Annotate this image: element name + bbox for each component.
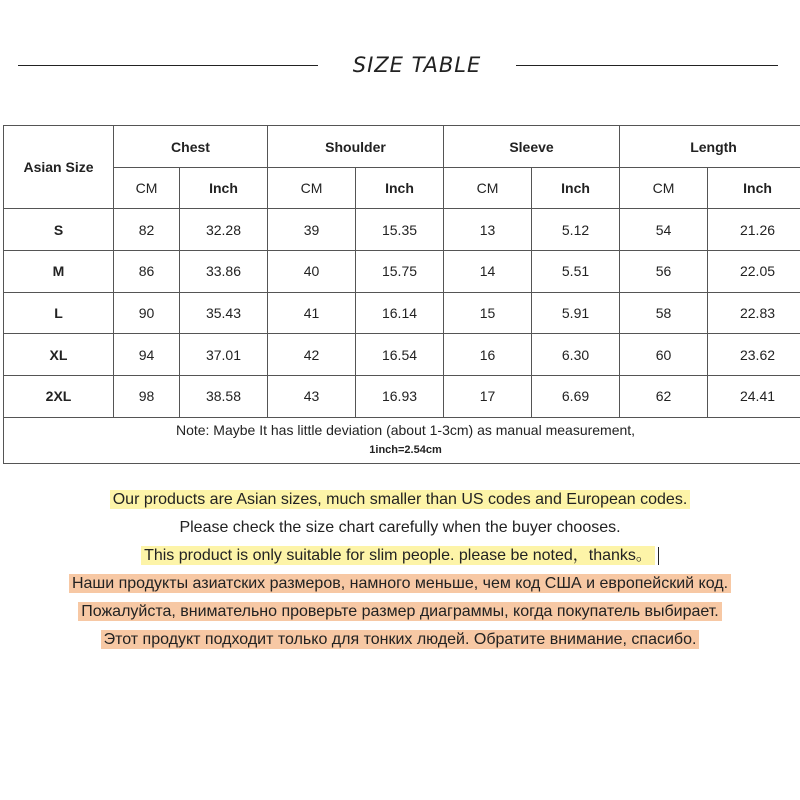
table-unit-row — [4, 168, 800, 209]
title-divider-left — [18, 65, 318, 66]
inch-value: 6.69 — [532, 375, 620, 417]
table-header-row — [4, 126, 800, 168]
cm-value: 86 — [114, 250, 180, 292]
cm-value: 40 — [268, 250, 356, 292]
text-cursor — [658, 547, 659, 565]
size-label: S — [4, 209, 114, 251]
inch-value: 15.35 — [356, 209, 444, 251]
inch-value: 16.14 — [356, 292, 444, 334]
size-table — [3, 125, 800, 464]
unit-inch-header: Inch — [180, 168, 268, 209]
cm-value: 56 — [620, 250, 708, 292]
length-header: Length — [620, 126, 800, 168]
notice-en-2 — [0, 514, 800, 542]
size-label: XL — [4, 334, 114, 376]
inch-value: 6.30 — [532, 334, 620, 376]
inch-value: 21.26 — [708, 209, 800, 251]
table-row — [4, 375, 800, 417]
unit-inch-header: Inch — [356, 168, 444, 209]
shoulder-header: Shoulder — [268, 126, 444, 168]
inch-value: 35.43 — [180, 292, 268, 334]
notice-text: Our products are Asian sizes, much smaller than US codes and European codes. — [110, 490, 691, 509]
unit-inch-header: Inch — [532, 168, 620, 209]
notice-ru-1 — [0, 570, 800, 598]
inch-value: 22.05 — [708, 250, 800, 292]
inch-value: 38.58 — [180, 375, 268, 417]
cm-value: 98 — [114, 375, 180, 417]
measurement-note — [4, 417, 800, 463]
page-title: SIZE TABLE — [352, 53, 482, 77]
table-row — [4, 292, 800, 334]
cm-value: 60 — [620, 334, 708, 376]
inch-value: 16.93 — [356, 375, 444, 417]
cm-value: 16 — [444, 334, 532, 376]
inch-value: 22.83 — [708, 292, 800, 334]
inch-value: 5.12 — [532, 209, 620, 251]
cm-value: 13 — [444, 209, 532, 251]
notice-ru-2 — [0, 598, 800, 626]
cm-value: 54 — [620, 209, 708, 251]
unit-cm-header: CM — [444, 168, 532, 209]
cm-value: 17 — [444, 375, 532, 417]
notice-text: Пожалуйста, внимательно проверьте размер диаграммы, когда покупатель выбирает. — [78, 602, 722, 621]
chest-header: Chest — [114, 126, 268, 168]
cm-value: 94 — [114, 334, 180, 376]
cm-value: 42 — [268, 334, 356, 376]
cm-value: 39 — [268, 209, 356, 251]
note-row — [4, 417, 800, 463]
notice-text: Наши продукты азиатских размеров, намного меньше, чем код США и европейский код. — [69, 574, 731, 593]
notice-en-3 — [0, 542, 800, 570]
inch-value: 32.28 — [180, 209, 268, 251]
conversion-note: 1inch=2.54cm — [369, 444, 442, 457]
notice-text: Этот продукт подходит только для тонких людей. Обратите внимание, спасибо. — [101, 630, 700, 649]
table-row — [4, 209, 800, 251]
cm-value: 82 — [114, 209, 180, 251]
size-column-header: Asian Size — [4, 126, 114, 209]
cm-value: 15 — [444, 292, 532, 334]
inch-value: 15.75 — [356, 250, 444, 292]
cm-value: 58 — [620, 292, 708, 334]
table-row — [4, 250, 800, 292]
unit-cm-header: CM — [268, 168, 356, 209]
table-row — [4, 334, 800, 376]
notice-text: This product is only suitable for slim people. please be noted，thanks。 — [141, 546, 655, 565]
note-text: Note: Maybe It has little deviation (about 1-3cm) as manual measurement, — [175, 422, 636, 439]
inch-value: 33.86 — [180, 250, 268, 292]
size-label: M — [4, 250, 114, 292]
inch-value: 16.54 — [356, 334, 444, 376]
cm-value: 14 — [444, 250, 532, 292]
cm-value: 90 — [114, 292, 180, 334]
cm-value: 43 — [268, 375, 356, 417]
inch-value: 5.91 — [532, 292, 620, 334]
unit-cm-header: CM — [620, 168, 708, 209]
inch-value: 24.41 — [708, 375, 800, 417]
cm-value: 41 — [268, 292, 356, 334]
notice-ru-3 — [0, 626, 800, 654]
title-divider-right — [516, 65, 778, 66]
unit-cm-header: CM — [114, 168, 180, 209]
size-table-body — [4, 209, 800, 417]
cm-value: 62 — [620, 375, 708, 417]
size-label: 2XL — [4, 375, 114, 417]
inch-value: 23.62 — [708, 334, 800, 376]
notice-en-1 — [0, 486, 800, 514]
unit-inch-header: Inch — [708, 168, 800, 209]
title-row — [0, 48, 800, 82]
inch-value: 5.51 — [532, 250, 620, 292]
notice-block — [0, 486, 800, 654]
sleeve-header: Sleeve — [444, 126, 620, 168]
inch-value: 37.01 — [180, 334, 268, 376]
notice-text: Please check the size chart carefully when the buyer chooses. — [179, 519, 621, 536]
size-label: L — [4, 292, 114, 334]
